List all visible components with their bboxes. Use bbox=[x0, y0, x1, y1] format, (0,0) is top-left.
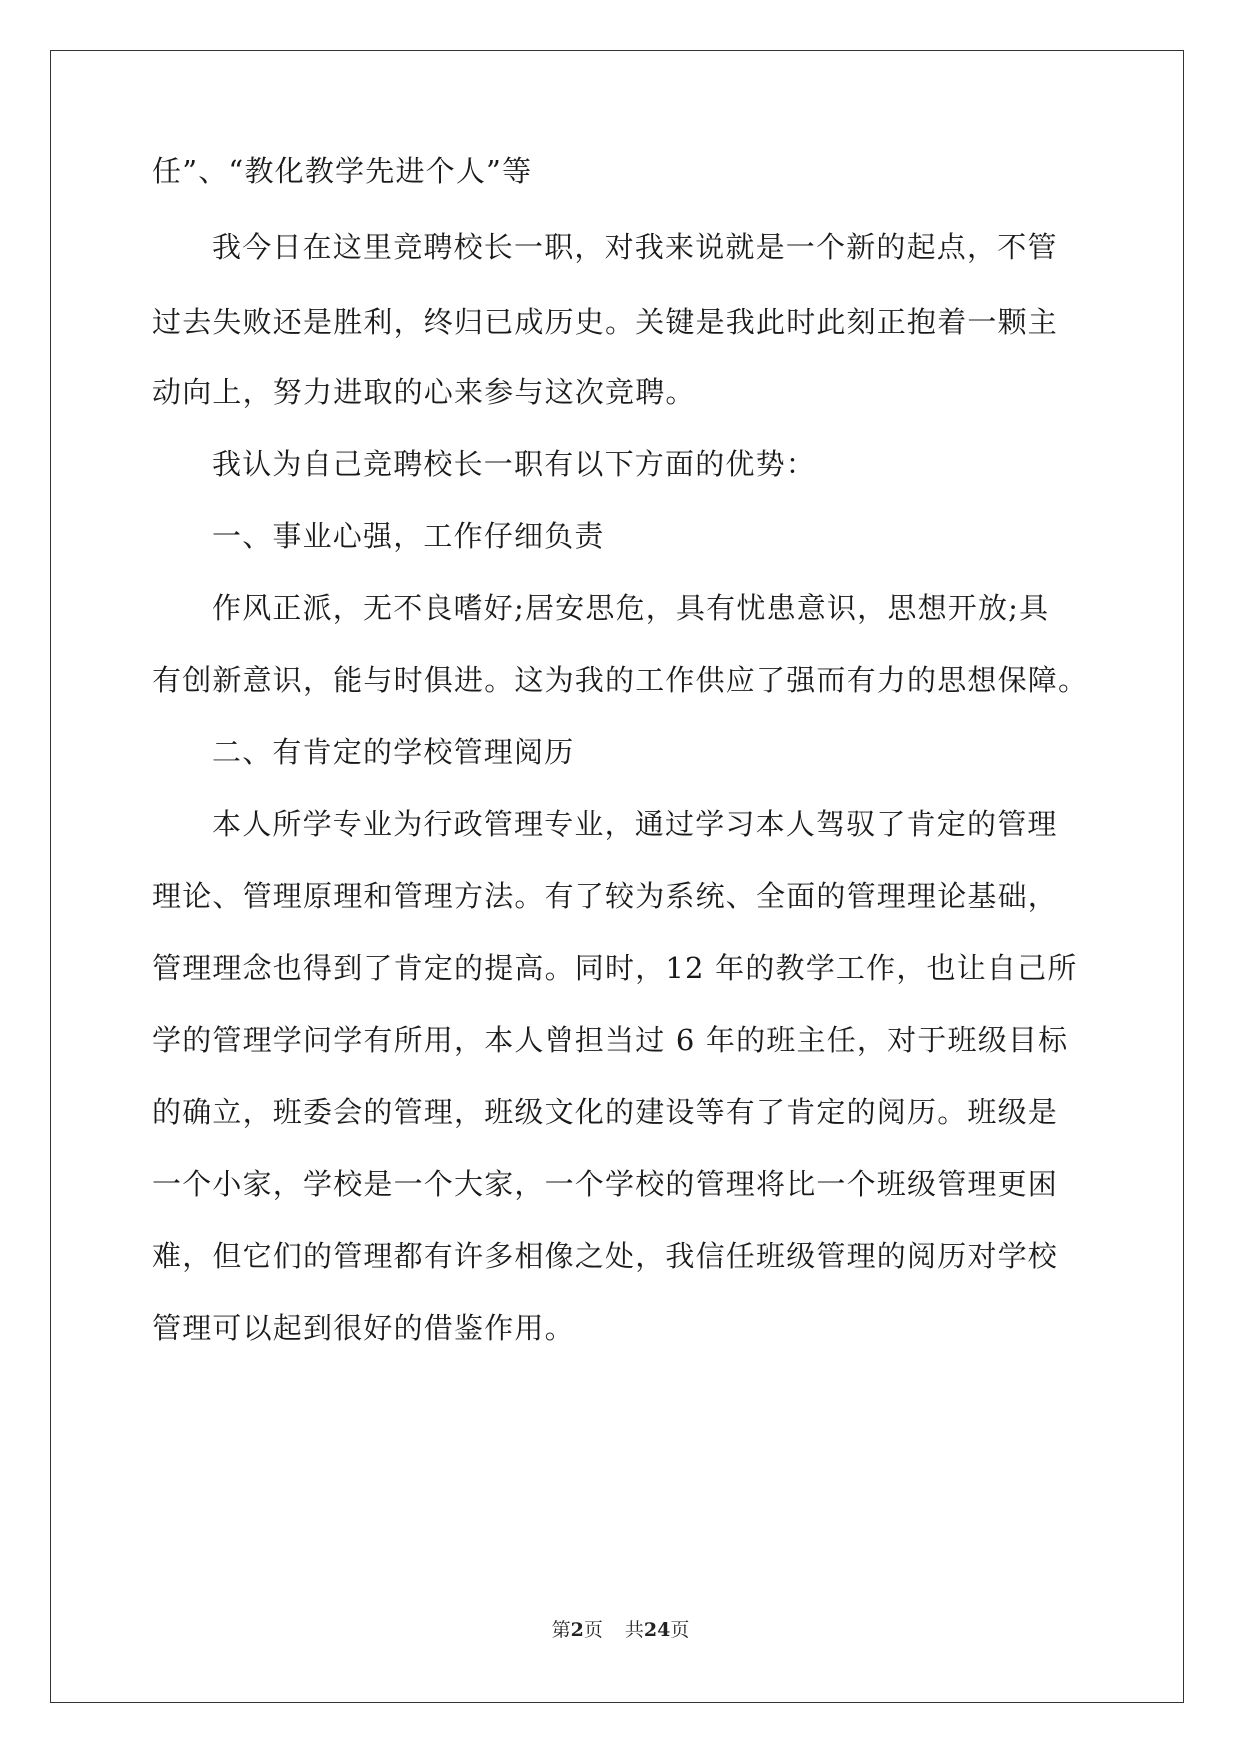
total-page-count: 24 bbox=[643, 1619, 671, 1641]
section-heading: 二、有肯定的学校管理阅历 bbox=[212, 735, 575, 769]
paragraph-line: 过去失败还是胜利，终归已成历史。关键是我此时此刻正抱着一颗主 bbox=[152, 305, 1059, 339]
paragraph-line: 我今日在这里竞聘校长一职，对我来说就是一个新的起点，不管 bbox=[212, 230, 1058, 264]
paragraph-line: 管理理念也得到了肯定的提高。同时，12 年的教学工作，也让自己所 bbox=[152, 951, 1078, 985]
total-prefix: 共 bbox=[624, 1619, 644, 1641]
paragraph-line: 我认为自己竞聘校长一职有以下方面的优势： bbox=[212, 447, 817, 481]
paragraph-line: 本人所学专业为行政管理专业，通过学习本人驾驭了肯定的管理 bbox=[212, 807, 1058, 841]
current-page-number: 2 bbox=[570, 1619, 584, 1641]
paragraph-line: 任”、“教化教学先进个人”等 bbox=[152, 154, 533, 188]
paragraph-line: 动向上，努力进取的心来参与这次竞聘。 bbox=[152, 375, 696, 409]
paragraph-line: 理论、管理原理和管理方法。有了较为系统、全面的管理理论基础， bbox=[152, 879, 1059, 913]
page-suffix: 页 bbox=[583, 1619, 603, 1641]
paragraph-line: 一个小家，学校是一个大家，一个学校的管理将比一个班级管理更困 bbox=[152, 1167, 1059, 1201]
page-prefix: 第 bbox=[551, 1619, 571, 1641]
paragraph-line: 的确立，班委会的管理，班级文化的建设等有了肯定的阅历。班级是 bbox=[152, 1095, 1059, 1129]
paragraph-line: 学的管理学问学有所用，本人曾担当过 6 年的班主任，对于班级目标 bbox=[152, 1023, 1069, 1057]
paragraph-line: 难，但它们的管理都有许多相像之处，我信任班级管理的阅历对学校 bbox=[152, 1239, 1059, 1273]
total-suffix: 页 bbox=[670, 1619, 690, 1641]
paragraph-line: 管理可以起到很好的借鉴作用。 bbox=[152, 1311, 575, 1345]
paragraph-line: 有创新意识，能与时俱进。这为我的工作供应了强而有力的思想保障。 bbox=[152, 663, 1089, 697]
page-number-footer bbox=[0, 1618, 1241, 1642]
paragraph-line: 作风正派，无不良嗜好;居安思危，具有忧患意识，思想开放;具 bbox=[212, 591, 1050, 625]
section-heading: 一、事业心强，工作仔细负责 bbox=[212, 519, 605, 553]
